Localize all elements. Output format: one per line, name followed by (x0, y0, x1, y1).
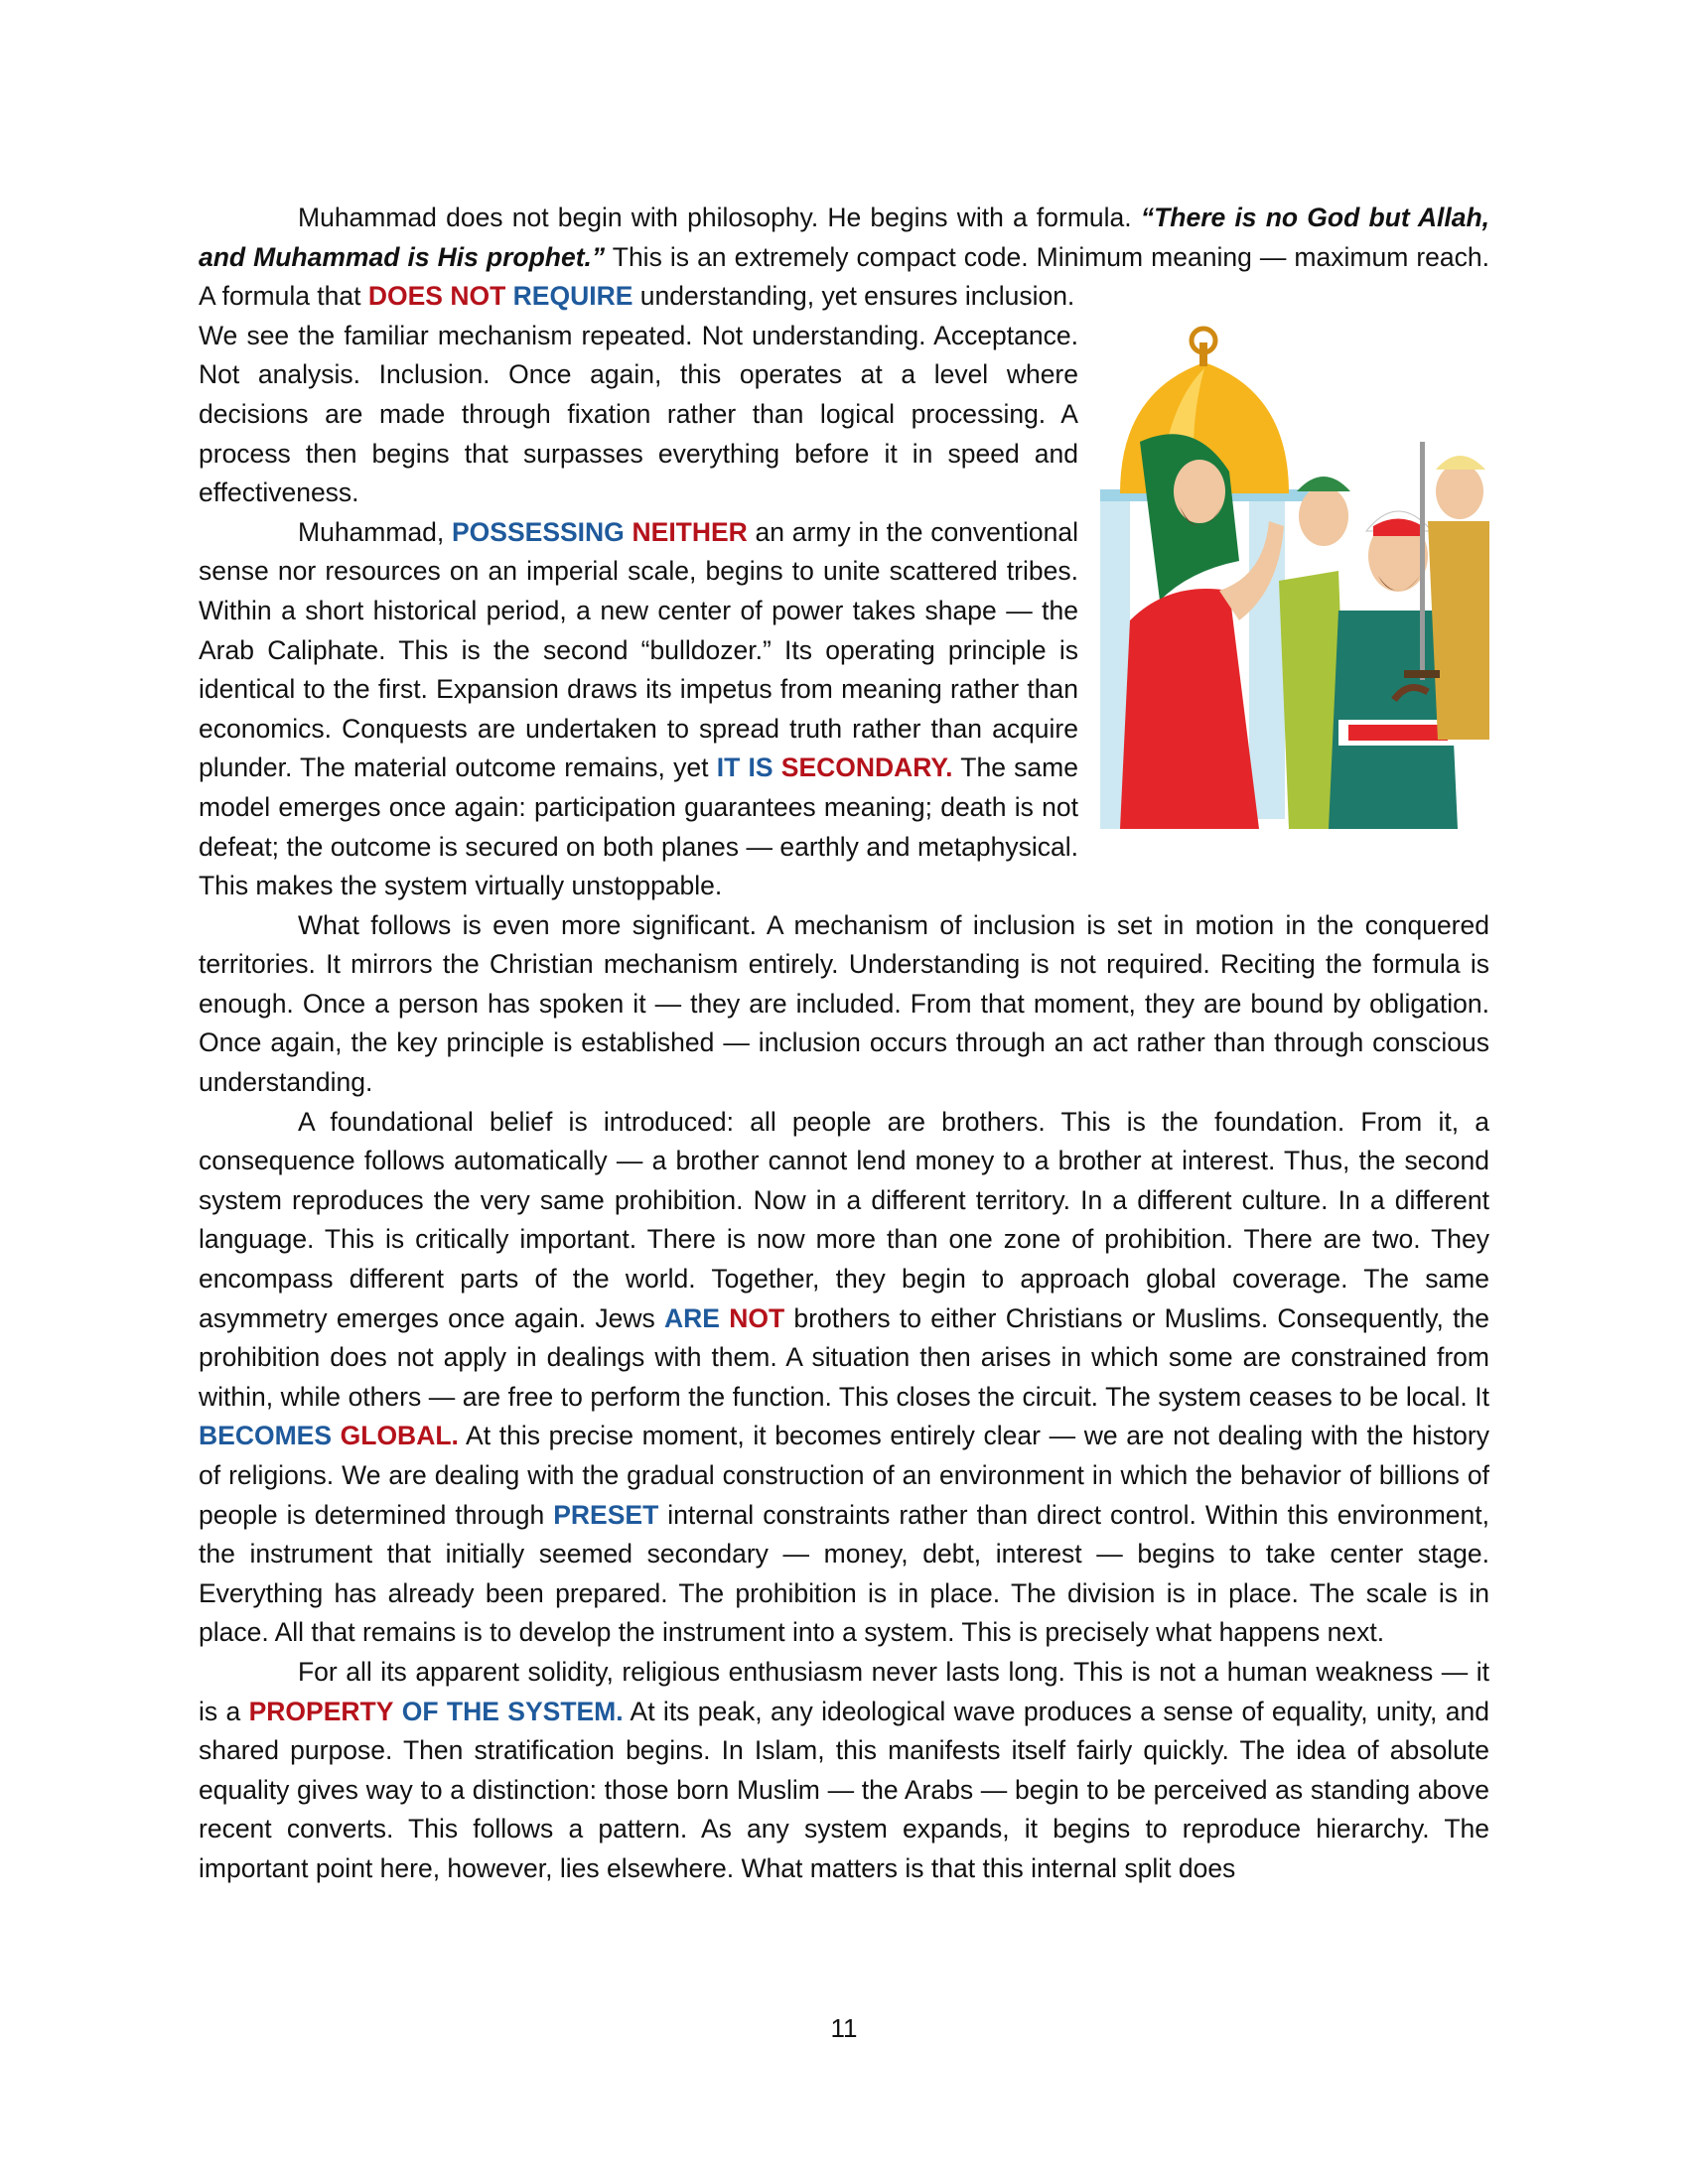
text: What follows is even more significant. A mechanism of inclusion is set in motion in the conquered territories. It mirrors the Christian mechanism entirely. Understanding is not required. Reciting the formula is enough. Once a person has spoken it — they are included. From that moment, they are bound by obligation. Once again, the key principle is established — inclusion occurs through an act rather than through conscious understanding. (199, 909, 1489, 1098)
highlight-red: NEITHER (632, 516, 748, 547)
page-body (199, 199, 1489, 1889)
paragraph-1 (199, 199, 1489, 317)
shahada-quote: “There is no God but Allah, and Muhammad is His prophet.” (199, 203, 1489, 272)
highlight-red: GLOBAL. (340, 1421, 459, 1451)
text: Muhammad, (298, 516, 452, 547)
paragraph-6 (199, 1653, 1489, 1889)
highlight-blue: BECOMES (199, 1421, 332, 1451)
highlight-blue: ARE (663, 1302, 720, 1333)
highlight-red: SECONDARY. (780, 752, 953, 783)
highlight-red: PROPERTY (248, 1696, 394, 1726)
illustration-muhammad-figures (1100, 323, 1489, 839)
paragraph-4 (199, 906, 1489, 1103)
highlight-blue: PRESET (553, 1499, 659, 1530)
text: an army in the conventional sense nor resources on an imperial scale, begins to unite scattered tribes. Within a short historical period, a new center of power takes shape — the Arab Caliphate. This is the second “bulldozer.” Its operating principle is identical to the first. Expansion draws its impetus from meaning rather than economics. Conquests are undertaken to spread truth rather than acquire plunder. The material outcome remains, yet (199, 516, 1079, 783)
text: understanding, yet ensures inclusion. (633, 281, 1075, 312)
text: This is an extremely compact code. Minimum meaning — maximum reach. A formula that (199, 241, 1489, 312)
highlight-blue: POSSESSING (452, 516, 625, 547)
text: The same model emerges once again: participation guarantees meaning; death is not defeat; the outcome is secured on both planes — earthly and metaphysical. This makes the system virtually unstoppable. (199, 752, 1078, 901)
text: At its peak, any ideological wave produces a sense of equality, unity, and shared purpose. Then stratification begins. In Islam, this manifests itself fairly quickly. The idea of absolute equality gives way to a distinction: those born Muslim — the Arabs — begin to be perceived as standing above recent converts. This follows a pattern. As any system expands, it begins to reproduce hierarchy. The important point here, however, lies elsewhere. What matters is that this internal split does (199, 1696, 1489, 1883)
text: brothers to either Christians or Muslims. Consequently, the prohibition does not apply in dealings with them. A situation then arises in which some are constrained from within, while others — are free to perform the function. This closes the circuit. The system ceases to be local. It (199, 1302, 1489, 1412)
paragraph-5 (199, 1103, 1489, 1653)
highlight-blue: OF THE SYSTEM. (401, 1696, 624, 1726)
text: Muhammad does not begin with philosophy. He begins with a formula. (298, 203, 1141, 232)
text: At this precise moment, it becomes entirely clear — we are not dealing with the history of religions. We are dealing with the gradual construction of an environment in which the behavior of billions of people is determined through (199, 1421, 1489, 1530)
page-number: 11 (830, 2013, 858, 2043)
text: For all its apparent solidity, religious enthusiasm never lasts long. This is not a human weakness — it is a (199, 1656, 1489, 1726)
highlight-red: NOT (729, 1302, 785, 1333)
text: internal constraints rather than direct control. Within this environment, the instrument that initially seemed secondary — money, debt, interest — begins to take center stage. Everything has already been prepared. The prohibition is in place. The division is in place. The scale is in place. All that remains is to develop the instrument into a system. This is precisely what happens next. (199, 1499, 1489, 1648)
text: A foundational belief is introduced: all people are brothers. This is the foundation. From it, a consequence follows automatically — a brother cannot lend money to a brother at interest. Thus, the second system reproduces the very same prohibition. Now in a different territory. In a different culture. In a different language. This is critically important. There is now more than one zone of prohibition. There are two. They encompass different parts of the world. Together, they begin to approach global coverage. The same asymmetry emerges once again. Jews (199, 1106, 1489, 1333)
highlight-blue: REQUIRE (512, 281, 633, 312)
highlight-blue: IT IS (716, 752, 774, 783)
text: We see the familiar mechanism repeated. Not understanding. Acceptance. Not analysis. Inclusion. Once again, this operates at a level where decisions are made through fixation rather than logical processing. A process then begins that surpasses everything before it in speed and effectiveness. (199, 320, 1078, 508)
highlight-red: DOES NOT (367, 281, 506, 312)
